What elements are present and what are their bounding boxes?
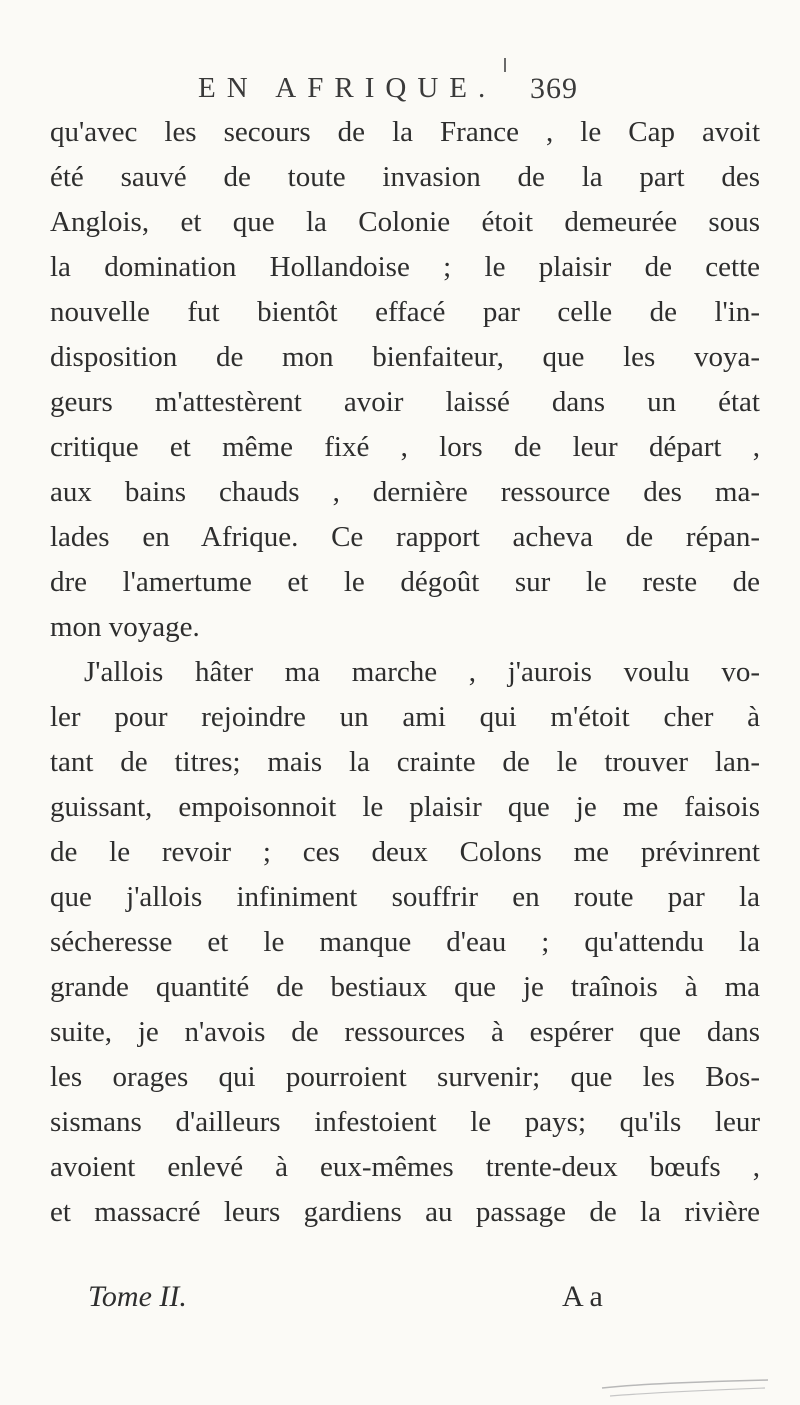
- text-line: de le revoir ; ces deux Colons me prévinrent: [50, 836, 760, 868]
- text-line: tant de titres; mais la crainte de le trouver lan-: [50, 746, 760, 778]
- text-line: qu'avec les secours de la France , le Cap avoit: [50, 116, 760, 148]
- text-line: Anglois, et que la Colonie étoit demeurée sous: [50, 206, 760, 238]
- text-line: ler pour rejoindre un ami qui m'étoit cher à: [50, 701, 760, 733]
- volume-label: Tome II.: [88, 1280, 187, 1313]
- text-line: grande quantité de bestiaux que je traînois à ma: [50, 971, 760, 1003]
- pencil-scribble-mark: [600, 1370, 770, 1400]
- text-line: suite, je n'avois de ressources à espérer que dans: [50, 1016, 760, 1048]
- signature-mark: A a: [562, 1280, 603, 1313]
- ink-speck: [504, 58, 506, 72]
- running-head: EN AFRIQUE.: [198, 72, 497, 104]
- page-number: 369: [530, 72, 578, 105]
- text-line: la domination Hollandoise ; le plaisir de cette: [50, 251, 760, 283]
- text-line: avoient enlevé à eux-mêmes trente-deux bœufs ,: [50, 1151, 760, 1183]
- text-line: sismans d'ailleurs infestoient le pays; qu'ils leur: [50, 1106, 760, 1138]
- text-line: nouvelle fut bientôt effacé par celle de l'in-: [50, 296, 760, 328]
- text-line: aux bains chauds , dernière ressource des ma-: [50, 476, 760, 508]
- text-line: et massacré leurs gardiens au passage de la rivière: [50, 1196, 760, 1228]
- text-line: lades en Afrique. Ce rapport acheva de répan-: [50, 521, 760, 553]
- text-line: été sauvé de toute invasion de la part des: [50, 161, 760, 193]
- page-footer: [88, 1280, 708, 1324]
- text-line: geurs m'attestèrent avoir laissé dans un état: [50, 386, 760, 418]
- text-line: que j'allois infiniment souffrir en route par la: [50, 881, 760, 913]
- text-line: critique et même fixé , lors de leur départ ,: [50, 431, 760, 463]
- text-line: disposition de mon bienfaiteur, que les voya-: [50, 341, 760, 373]
- text-line: les orages qui pourroient survenir; que les Bos-: [50, 1061, 760, 1093]
- text-line: guissant, empoisonnoit le plaisir que je me faisois: [50, 791, 760, 823]
- text-line: dre l'amertume et le dégoût sur le reste de: [50, 566, 760, 598]
- text-line: sécheresse et le manque d'eau ; qu'attendu la: [50, 926, 760, 958]
- text-line: mon voyage.: [50, 611, 200, 643]
- body-text: [50, 110, 760, 1235]
- paragraph-start-line: J'allois hâter ma marche , j'aurois voulu vo-: [84, 656, 760, 688]
